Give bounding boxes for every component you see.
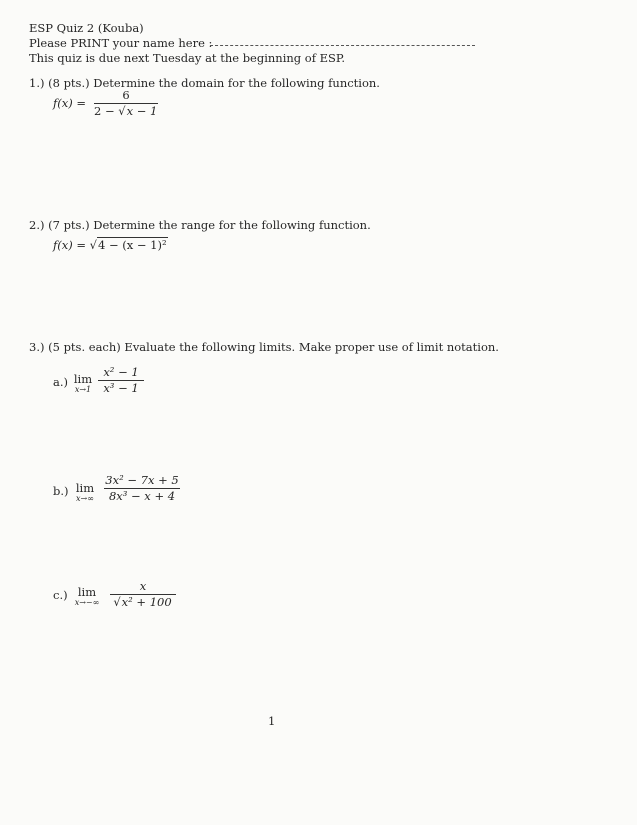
q3c-numerator: x	[139, 579, 147, 593]
q1-lhs: f(x) =	[53, 96, 87, 110]
q2-radical: 4 − (x − 1)²	[98, 238, 167, 252]
due-note: This quiz is due next Tuesday at the beginning of ESP.	[29, 51, 345, 65]
q3a-denominator: x³ − 1	[103, 381, 139, 395]
name-prompt: Please PRINT your name here :	[29, 36, 213, 50]
q3c-limit	[70, 586, 104, 608]
q3c-denominator: √x² + 100	[113, 595, 172, 609]
q3b-label: b.)	[53, 484, 69, 498]
q3b-limit	[72, 482, 98, 504]
q3c-denominator-radical: x² + 100	[121, 595, 172, 609]
q3c-lim-sub: x→−∞	[74, 598, 100, 607]
q1-denominator-prefix: 2 −	[94, 104, 115, 118]
q3b-lim-sub: x→∞	[76, 494, 94, 503]
q1-numerator: 6	[122, 88, 130, 102]
q1-fraction	[94, 89, 158, 118]
q1-prompt: 1.) (8 pts.) Determine the domain for the following function.	[29, 76, 380, 90]
q3b-denominator: 8x³ − x + 4	[108, 489, 176, 503]
q1-denominator-radical: x − 1	[126, 104, 158, 118]
q1-denominator: 2 − √x − 1	[94, 104, 158, 118]
q3a-lim-sub: x→1	[74, 385, 92, 394]
name-line	[210, 45, 475, 46]
q3b-fraction	[104, 474, 180, 503]
q3b-numerator: 3x² − 7x + 5	[105, 473, 179, 487]
q2-formula: f(x) = √4 − (x − 1)²	[53, 238, 167, 252]
q2-lhs: f(x) =	[53, 238, 87, 252]
q3c-lim-word: lim	[77, 585, 97, 599]
q3a-numerator: x² − 1	[103, 365, 139, 379]
quiz-title: ESP Quiz 2 (Kouba)	[29, 21, 144, 35]
q3b-lim-word: lim	[75, 481, 95, 495]
q3-prompt: 3.) (5 pts. each) Evaluate the following limits. Make proper use of limit notation.	[29, 340, 499, 354]
q2-prompt: 2.) (7 pts.) Determine the range for the following function.	[29, 218, 371, 232]
q3a-label: a.)	[53, 375, 68, 389]
q3c-fraction	[110, 580, 176, 609]
q3a-fraction	[98, 366, 144, 395]
q3a-limit	[72, 373, 94, 395]
q3c-label: c.)	[53, 588, 68, 602]
q3a-lim-word: lim	[73, 372, 93, 386]
page-number: 1	[268, 714, 276, 728]
